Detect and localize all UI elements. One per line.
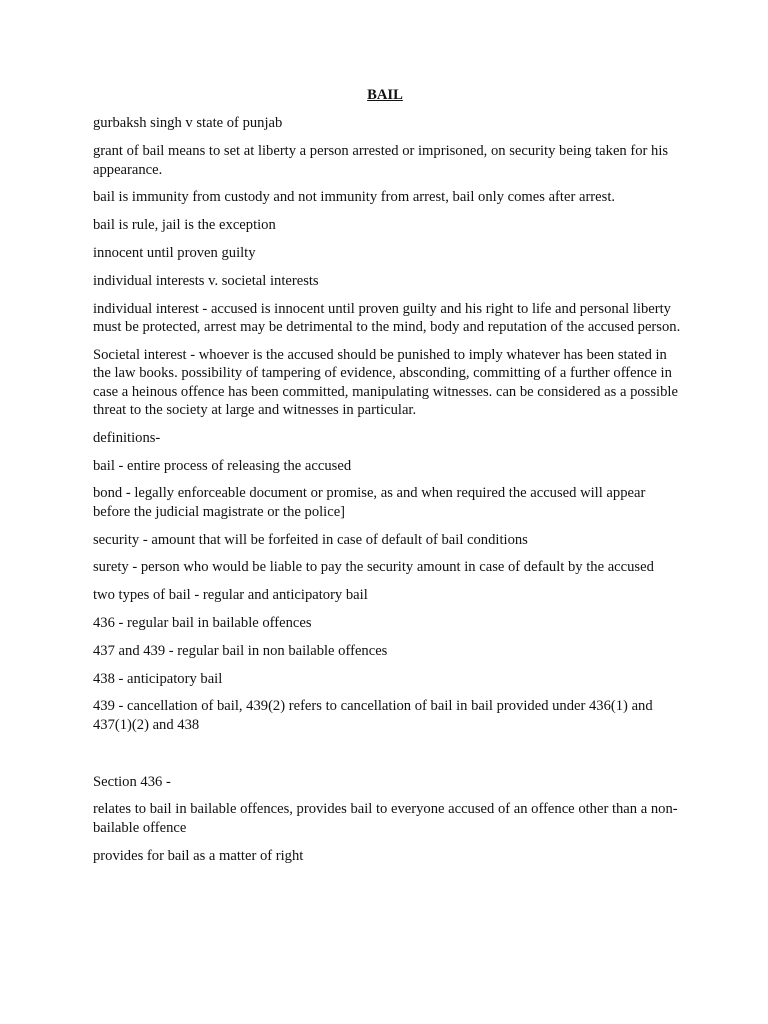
section-436-right: provides for bail as a matter of right bbox=[93, 847, 304, 864]
paragraph-bail-meaning: grant of bail means to set at liberty a person arrested or imprisoned, on security being taken for his appearance. bbox=[93, 143, 669, 178]
section-436-description: relates to bail in bailable offences, provides bail to everyone accused of an offence other than a non-bailable offence bbox=[93, 801, 678, 836]
paragraph-definition-bond: bond - legally enforceable document or promise, as and when required the accused will appear before the judicial magistrate or the police] bbox=[93, 485, 646, 520]
paragraph-interests-heading: individual interests v. societal interests bbox=[93, 272, 319, 289]
paragraph-bail-rule: bail is rule, jail is the exception bbox=[93, 217, 276, 234]
section-436-heading: Section 436 - bbox=[93, 773, 171, 790]
paragraph-societal-interest: Societal interest - whoever is the accused should be punished to imply whatever has been stated in the law books. possibility of tampering of evidence, absconding, committing of a further offence in case a heinous offence has been committed, manipulating witnesses. can be considered as a possible threat to the society at large and witnesses in particular. bbox=[93, 346, 678, 419]
paragraph-section-436: 436 - regular bail in bailable offences bbox=[93, 615, 312, 631]
paragraph-section-437-439: 437 and 439 - regular bail in non bailable offences bbox=[93, 642, 388, 659]
paragraph-immunity: bail is immunity from custody and not immunity from arrest, bail only comes after arrest. bbox=[93, 189, 616, 206]
paragraph-definition-surety: surety - person who would be liable to pay the security amount in case of default by the accused bbox=[93, 559, 654, 576]
paragraph-definition-security: security - amount that will be forfeited in case of default of bail conditions bbox=[93, 531, 528, 548]
paragraph-section-438: 438 - anticipatory bail bbox=[93, 670, 223, 687]
paragraph-section-439: 439 - cancellation of bail, 439(2) refers to cancellation of bail in bail provided under 436(1) and 437(1)(2) and 438 bbox=[93, 698, 653, 733]
paragraph-definition-bail: bail - entire process of releasing the accused bbox=[93, 457, 352, 474]
paragraph-individual-interest: individual interest - accused is innocent until proven guilty and his right to life and personal liberty must be protected, arrest may be detrimental to the mind, body and reputation of the accused person. bbox=[93, 300, 681, 335]
document-title: BAIL bbox=[367, 87, 403, 103]
paragraph-innocent: innocent until proven guilty bbox=[93, 245, 256, 261]
document-body bbox=[93, 86, 683, 874]
paragraph-definitions-heading: definitions- bbox=[93, 429, 161, 446]
paragraph-bail-types: two types of bail - regular and anticipatory bail bbox=[93, 587, 368, 604]
paragraph-case-name: gurbaksh singh v state of punjab bbox=[93, 115, 283, 132]
paragraph-spacer bbox=[93, 744, 683, 773]
